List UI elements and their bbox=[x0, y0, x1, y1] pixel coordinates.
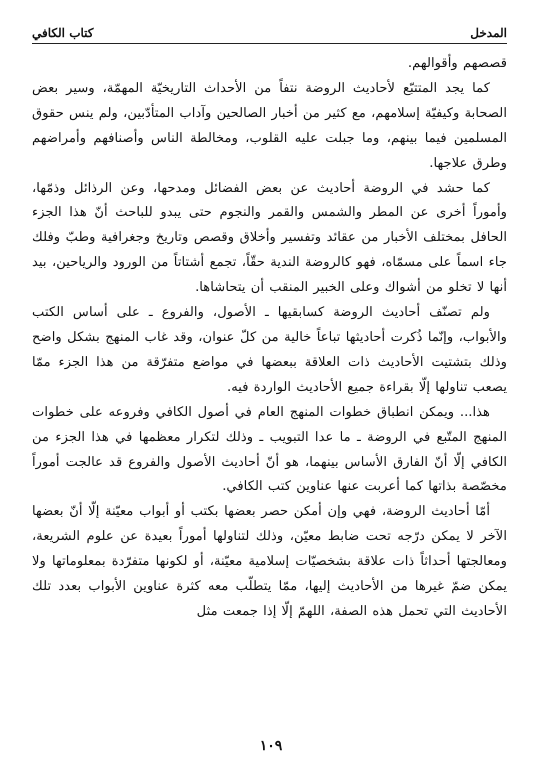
running-header bbox=[32, 26, 507, 42]
paragraph: كما يجد المتتبّع لأحاديث الروضة نتفاً من الأحداث التاريخيّة المهمّة، وسير بعض الصحابة وكيفيّة إسلامهم، مع كثير من أخبار الصالحين وآداب المتأدّبين، ولم ينس حقوق المسلمين فيما بينهم، وما جبلت عليه القلوب، ومخالطة الناس وأصنافهم وأمراضهم وطرق علاجها. bbox=[32, 80, 507, 171]
header-rule bbox=[32, 43, 507, 44]
paragraph: كما حشد في الروضة أحاديث عن بعض الفضائل ومدحها، وعن الرذائل وذمّها، وأموراً أخرى عن المطر والشمس والقمر والنجوم حتى يبدو للباحث أنّ هذا الجزء الحافل بمختلف الأخبار من عقائد وتفسير وأخلاق وقصص وتاريخ وجغرافية وطبّ وفلك جاء اسماً على مسمّاه، فهو كالروضة الندية حقّاً، تجمع أشتاتاً من الورود والرياحين، بيد أنها لا تخلو من أشواك وعلى الخبير المنقب أن يتحاشاها. bbox=[32, 180, 507, 296]
paragraph: قصصهم وأقوالهم. bbox=[407, 56, 507, 71]
paragraph: أمّا أحاديث الروضة، فهي وإن أمكن حصر بعضها بكتب أو أبواب معيّنة إلّا أنّ بعضها الآخر لا يمكن درّجه تحت ضابط معيّن، وذلك لتناولها أموراً بعيدة عن علوم الشريعة، ومعالجتها أحداثاً ذات علاقة بشخصيّات إسلامية معيّنة، أو لكونها متفرّدة بمعلوماتها ولا يمكن ضمّ غيرها من الأحاديث إليها، ممّا يتطلّب معه كثرة عناوين الأبواب بعدد تلك الأحاديث التي تحمل هذه الصفة، اللهمّ إلّا إذا جمعت مثل bbox=[32, 504, 507, 619]
main-text bbox=[32, 52, 507, 734]
paragraph: ولم تصنّف أحاديث الروضة كسابقيها ـ الأصول، والفروع ـ على أساس الكتب والأبواب، وإنّما ذُكرت أحاديثها تباعاً خالية من كلّ عنوان، وقد غاب المنهج بشكل واضح وذلك بتشتيت الأحاديث ذات العلاقة ببعضها في مواضع متفرّقة من هذا الجزء ممّا يصعب تناولها إلّا بقراءة جميع الأحاديث الواردة فيه. bbox=[32, 305, 507, 395]
header-section-title: المدخل bbox=[470, 26, 507, 40]
paragraph: هذا... ويمكن انطباق خطوات المنهج العام في أصول الكافي وفروعه على خطوات المنهج المتّبع في الروضة ـ ما عدا التبويب ـ وذلك لتكرار معظمها في هذا الجزء من الكافي إلّا أنّ الفارق الأساس بينهما، هو أنّ أحاديث الأصول والفروع قد عالجت أموراً مخصّصة بذاتها كما أعربت عنها عناوين كتب الكافي. bbox=[32, 404, 507, 495]
header-book-title: كتاب الكافي bbox=[32, 26, 94, 40]
page-number: ١٠٩ bbox=[259, 738, 283, 754]
